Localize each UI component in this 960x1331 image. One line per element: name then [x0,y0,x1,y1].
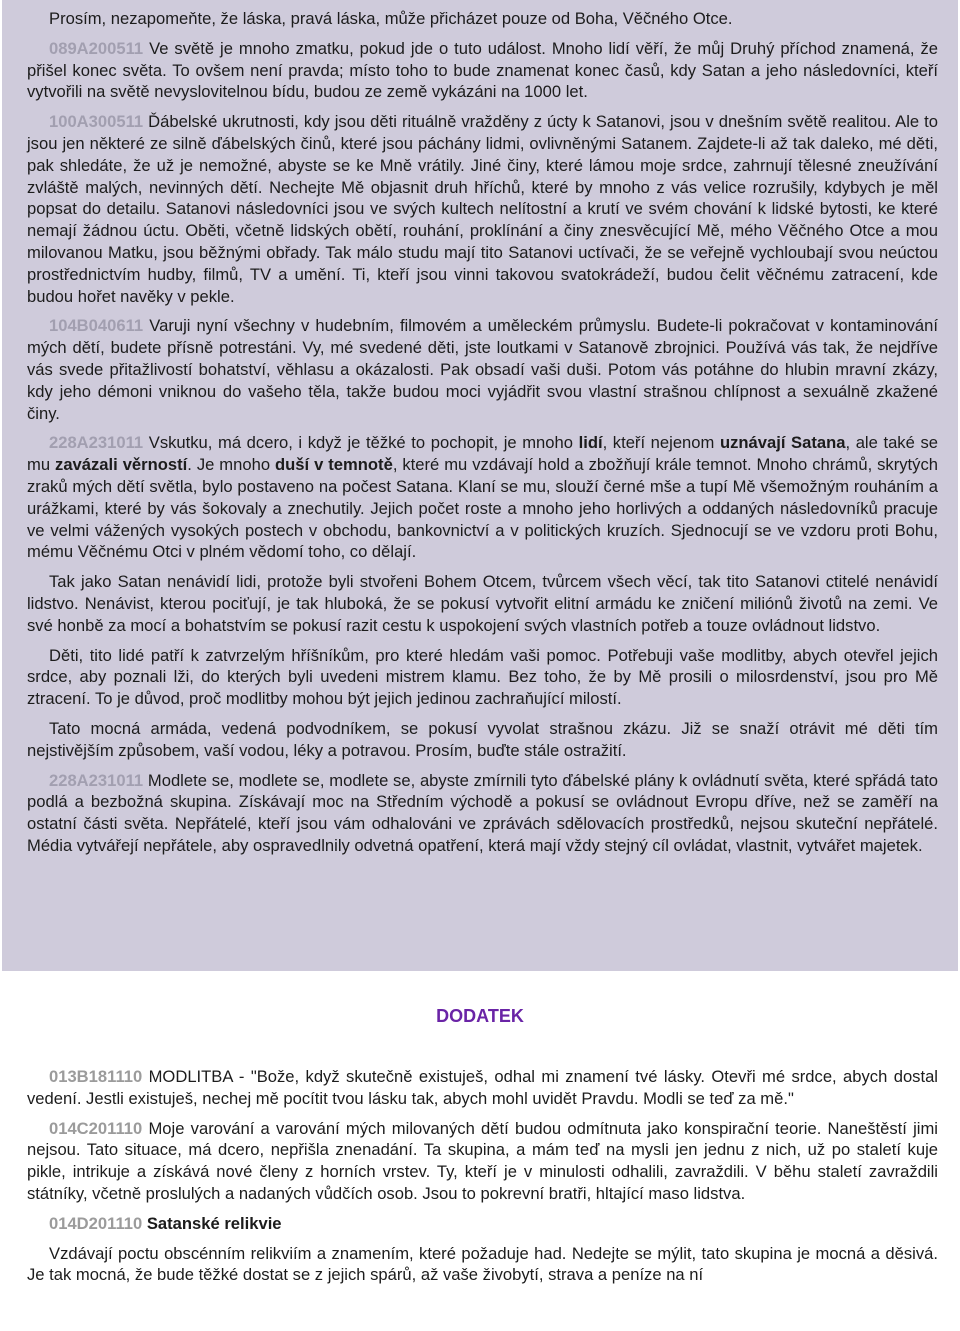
bold-text: zavázali věrností [55,455,188,475]
message-code: 228A231011 [49,433,144,453]
paragraph-text: Tak jako Satan nenávidí lidi, protože byli stvořeni Bohem Otcem, tvůrcem všech věcí, tak tito Satanovi ctitelé nenávidí lidstvo. Nenávist, kterou pociťují, je tak hluboká, že se pokusí vytvořit elitní armádu ke zničení miliónů životů na zemi. Ve své honbě za mocí a bohatstvím se pokusí razit cestu k uspokojení svých vlastních potřeb a touze ovládnout lidstvo. [27,572,938,635]
paragraph-text: , které mu vzdávají hold a zbožňují krále temnot. Mnoho chrámů, skrytých zraků mých dětí světla, bylo postaveno na počest Satana. Klaní se mu, slouží černé mše a tupí Mě všemožným rouháním a urážkami, které by vás šokovaly a znechutily. Jejich počet roste a mnoho jeho horlivých a oddaných následovníků pracuje ve velmi vážených vysokých postech v obchodu, bankovnictví a v politických kruzích. Sjednocují se ve vzdoru proti Bohu, mému Věčnému Otci v plném vědomí toho, co dělají. [27,455,938,562]
paragraph [27,432,938,563]
bold-text: Satanské relikvie [146,1213,282,1233]
paragraph-text: Prosím, nezapomeňte, že láska, pravá láska, může přicházet pouze od Boha, Věčného Otce. [49,9,733,28]
message-code: 014C201110 [49,1118,143,1138]
appendix-text [27,1066,938,1294]
paragraph-text: Moje varování a varování mých milovaných dětí budou odmítnuta jako konspirační teorie. Naneštěstí jimi nejsou. Tato situace, má dcero, nepřišla znenadání. Ta skupina, a mám teď na mysli jen jednu z nich, už po staletí kuje pikle, intrikuje a získává nové členy z horních vrstev. Ty, kteří je v minulosti odhalili, zavraždili. V běhu staletí zavraždili státníky, včetně proslulých a nadaných vůdčích osob. Jsou to pokrevní bratři, hltající maso lidstva. [27,1118,938,1203]
paragraph-text: , ale také se mu [27,433,938,475]
paragraph-text: MODLITBA - "Bože, když skutečně existuješ, odhal mi znamení tvé lásky. Otevři mé srdce, abych dostal vedení. Jestli existuješ, nechej mě pocítit tvou lásku tak, abych mohl uvidět Pravdu. Modli se teď za mě." [27,1067,938,1108]
message-code: 228A231011 [49,770,144,790]
paragraph [27,38,938,103]
message-code: 089A200511 [49,38,144,58]
paragraph [27,718,938,762]
paragraph [27,111,938,307]
message-code: 014D201110 [49,1213,143,1233]
paragraph [27,571,938,636]
paragraph-text: Ďábelské ukrutnosti, kdy jsou děti rituálně vražděny z úcty k Satanovi, jsou v dnešním světě realitou. Ale to jsou jen některé ze silně ďábelských činů, které jsou páchány lidmi, ovlivněnými Satanem. Zajdete-li až tak daleko, mé děti, pak shledáte, že už je nemožné, abyste se ke Mně vrátily. Jiné činy, které lámou moje srdce, zahrnují tělesné zneužívání zvláště malých, nevinných dětí. Nechejte Mě objasnit druh hříchů, které by mnoho z vás velice rozrušily, kdybych je měl popsat do detailu. Satanovi následovníci jsou ve svých kultech nelítostní a krutí ve svém chování k lidské bytosti, ke které nemají žádnou úctu. Oběti, včetně lidských obětí, rouhání, proklínání a činy znesvěcující Mě, mého Věčného Otce a mou milovanou Matku, jsou běžnými obřady. Tak málo studu mají tito Satanovi uctívači, že se veřejně vychloubají svou neúctou prostřednictvím hudby, filmů, TV a umění. Ti, kteří jsou vinni takovou svatokrádeží, budou čelit věčnému zatracení, kde budou hořet navěky v pekle. [27,112,938,306]
paragraph [27,8,938,30]
bold-text: lidí [578,433,603,453]
message-code: 104B040611 [49,316,144,336]
paragraph [27,1118,938,1205]
paragraph [27,770,938,857]
message-code: 013B181110 [49,1067,143,1086]
paragraph-text: , kteří nejenom [602,433,720,453]
paragraph [27,315,938,424]
bold-text: uznávají Satana [719,433,846,453]
paragraph [27,1066,938,1110]
paragraph-text: Vskutku, má dcero, i když je těžké to pochopit, je mnoho [143,433,579,453]
paragraph-text: Děti, tito lidé patří k zatvrzelým hříšníkům, pro které hledám vaši pomoc. Potřebuji vaše modlitby, abych otevřel jejich srdce, aby poznali lži, do kterých byli uvedeni mistrem klamu. Bez toho, že by Mě prosili o milosrdenství, jsou pro Mě ztracení. To je důvod, proč modlitby mohou být jejich jedinou zachraňující milostí. [27,645,938,709]
section-heading-dodatek: DODATEK [436,1006,524,1026]
highlighted-text-panel [2,0,958,971]
paragraph-text: . Je mnoho [187,455,276,475]
paragraph-text: Ve světě je mnoho zmatku, pokud jde o tuto událost. Mnoho lidí věří, že můj Druhý příchod znamená, že přišel konec světa. To ovšem není pravda; místo toho to bude znamenat konec časů, kdy Satan a jeho následovníci, kteří vytvořili na světě nevyslovitelnou bídu, budou ze země vykázáni na 1000 let. [27,38,938,102]
paragraph-text: Vzdávají poctu obscénním relikviím a znamením, které požaduje had. Nedejte se mýlit, tato skupina je mocná a děsivá. Je tak mocná, že bude těžké dostat se z jejich spárů, až vaše živobytí, strava a peníze na ní [27,1243,938,1285]
paragraph-text: Varuji nyní všechny v hudebním, filmovém a uměleckém průmyslu. Budete-li pokračovat v kontaminování mých dětí, budete přísně potrestáni. Vy, mé svedené děti, jste loutkami v Satanově zbrojnici. Používá vás tak, že nejdříve vás svede přitažlivostí bohatství, věhlasu a okázalosti. Pak obsadí vaši duši. Potom vás potáhne do hlubin mravní zkázy, kdy jeho démoni vniknou do vašeho těla, takže budou moci vyjádřit svou vlastní strašnou chlípnost a sexuálně zkažené činy. [27,316,938,423]
paragraph [27,645,938,710]
paragraph-text: Tato mocná armáda, vedená podvodníkem, se pokusí vyvolat strašnou zkázu. Již se snaží otrávit mé děti tím nejstivějším způsobem, vaší vodou, léky a potravou. Prosím, buďte stále ostražití. [27,718,938,760]
paragraph [27,1213,938,1235]
paragraph [27,1243,938,1287]
message-code: 100A300511 [49,112,144,132]
paragraph-text: Modlete se, modlete se, modlete se, abyste zmírnili tyto ďábelské plány k ovládnutí světa, které spřádá tato podlá a bezbožná skupina. Získávají moc na Středním východě a pokusí se ovládnout Evropu dříve, než se zaměří na ostatní části světa. Nepřátelé, kteří jsou vám odhalováni ve zprávách sdělovacích prostředků, nejsou skuteční nepřátelé. Média vytvářejí nepřátele, aby ospravedlnily odvetná opatření, která mají vždy stejný cíl ovládat, vlastnit, vytvářet majetek. [27,770,938,855]
bold-text: duší v temnotě [275,455,393,475]
panel-text [27,8,938,865]
